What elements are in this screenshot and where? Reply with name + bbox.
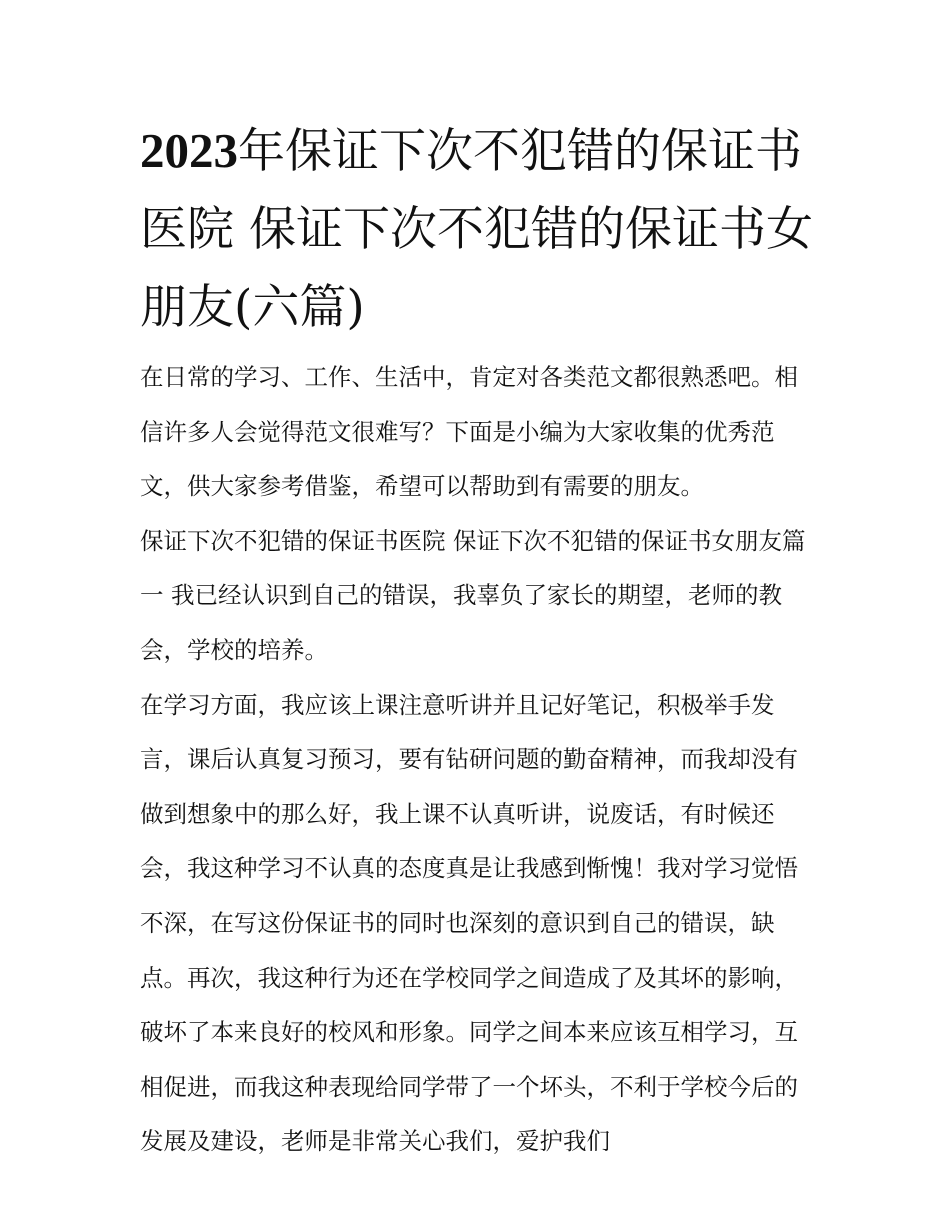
document-content: [140, 112, 815, 1169]
title-text: 年保证下次不犯错的保证书医院 保证下次不犯错的保证书女朋友(六篇): [140, 124, 813, 335]
body-paragraph: 在学习方面，我应该上课注意听讲并且记好笔记，积极举手发言，课后认真复习预习，要有钻研问题的勤奋精神，而我却没有做到想象中的那么好，我上课不认真听讲，说废话，有时候还会，我这种学习不认真的态度真是让我感到惭愧！我对学习觉悟不深，在写这份保证书的同时也深刻的意识到自己的错误，缺点。再次，我这种行为还在学校同学之间造成了及其坏的影响，破坏了本来良好的校风和形象。同学之间本来应该互相学习，互相促进，而我这种表现给同学带了一个坏头，不利于学校今后的发展及建设，老师是非常关心我们，爱护我们: [140, 690, 798, 1156]
intro-paragraph: 在日常的学习、工作、生活中，肯定对各类范文都很熟悉吧。相信许多人会觉得范文很难写？下面是小编为大家收集的优秀范文，供大家参考借鉴，希望可以帮助到有需要的朋友。: [140, 363, 798, 501]
title-year: 2023: [140, 123, 238, 178]
document-title: [140, 112, 815, 347]
section-heading-paragraph: 保证下次不犯错的保证书医院 保证下次不犯错的保证书女朋友篇一 我已经认识到自己的错误，我辜负了家长的期望，老师的教会，学校的培养。: [140, 526, 806, 664]
